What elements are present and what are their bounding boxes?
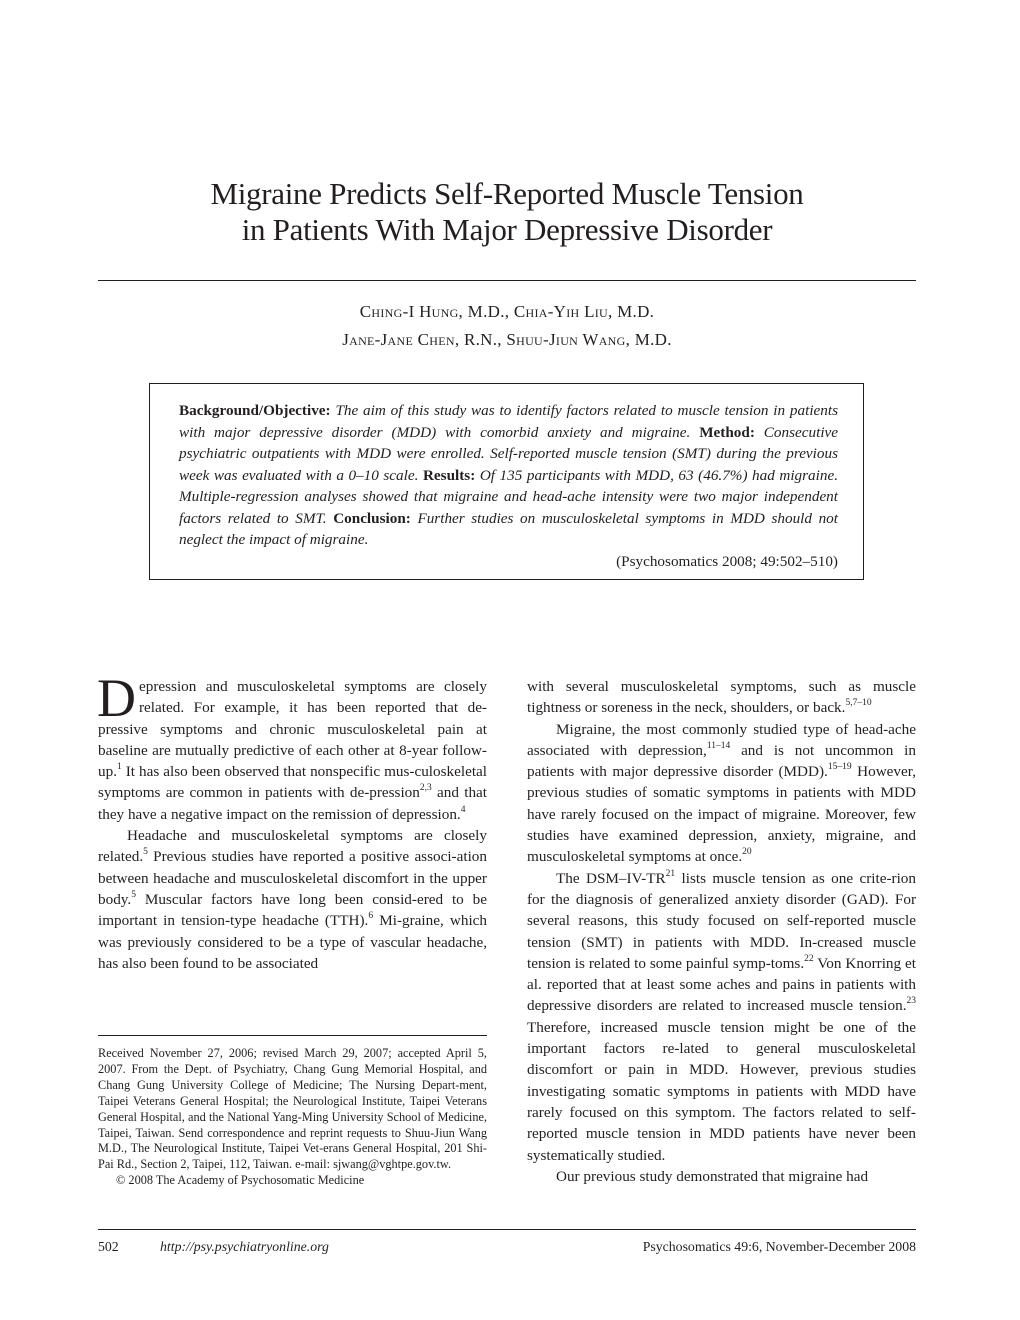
abstract-conclusion-label: Conclusion: [333,509,411,527]
authors-line-2: Jane-Jane Chen, R.N., Shuu-Jiun Wang, M.D. [342,330,672,349]
citation-ref: 23 [906,996,916,1007]
abstract-text [179,400,838,572]
citation-ref: 21 [665,868,676,879]
journal-issue: Psychosomatics 49:6, November-December 2008 [642,1239,916,1254]
citation-ref: 4 [460,804,466,815]
citation-ref: 1 [116,762,122,773]
footnote [98,1046,487,1189]
citation-ref: 6 [368,911,374,922]
citation-ref: 5 [131,889,136,900]
text-run: Von Knorring et al. reported that at least some aches and pains in patients with depressive disorders are related to increased muscle tension. [527,954,916,1015]
citation-ref: 11–14 [706,740,731,751]
article-title [98,176,916,248]
text-run: with several musculoskeletal symptoms, such as muscle tightness or soreness in the neck, shoulders, or back. [527,678,916,717]
abstract-box [149,383,864,580]
abstract-bg-text: The aim of this study was to identify factors related to muscle tension in patients with major depressive disorder (MDD) with comorbid anxiety and migraine. [179,402,838,441]
text-run: Muscular factors have long been consid-ered to be important in tension-type headache (TTH). [98,890,487,930]
citation-ref: 2,3 [419,783,432,794]
abstract-results-text: Of 135 participants with MDD, 63 (46.7%) had migraine. Multiple-regression analyses showed that migraine and head-ache intensity were two major independent factors related to SMT. [179,466,839,527]
text-run: and is not uncommon in patients with major depressive disorder (MDD). [527,741,916,781]
paragraph-previous-study: Our previous study demonstrated that migraine had [556,1167,869,1185]
text-run: It has also been observed that nonspecific mus-culoskeletal symptoms are common in patients with de-pression [98,763,487,802]
title-line-1: Migraine Predicts Self-Reported Muscle Tension [210,176,804,211]
journal-url-link[interactable]: http://psy.psychiatryonline.org [160,1239,329,1254]
paragraph-dsm [527,868,916,1166]
footer-divider [98,1229,916,1230]
footnote-copyright: © 2008 The Academy of Psychosomatic Medicine [116,1173,365,1188]
body-column-left [97,668,488,974]
drop-cap: D [97,668,136,728]
text-run: Headache and musculoskeletal symptoms are closely related. [98,827,487,866]
footnote-received: Received November 27, 2006; revised March 29, 2007; accepted April 5, 2007. From the Dept. of Psychiatry, Chang Gung Memorial Hospital, and Chang Gung University College of Medicine; The Nursing Depart-ment, Taipei Veterans General Hospital; the Neurological Institute, Taipei Veterans General Hospital, and the National Yang-Ming University School of Medicine, Taipei, Taiwan. Send correspondence and reprint requests to Shuu-Jiun Wang M.D., The Neurological Institute, Taipei Vet-erans General Hospital, 201 Shi-Pai Rd., Section 2, Taipei, 112, Taiwan. e-mail: sjwang@vghtpe.gov.tw. [98,1046,487,1172]
body-column-right [527,676,916,1187]
text-run: However, previous studies of somatic symptoms in patients with MDD have rarely focused on the impact of migraine. Moreover, few studies have examined depression, anxiety, migraine, and musculoskeletal symptoms at once. [527,763,916,866]
page-number: 502 [98,1239,119,1254]
paragraph-continued [527,676,916,719]
abstract-conclusion-text: Further studies on musculoskeletal symptoms in MDD should not neglect the impact of migraine. [179,509,838,548]
text-run: Therefore, increased muscle tension might be one of the important factors re-lated to general musculoskeletal discomfort or pain in MDD. However, previous studies investigating somatic symptoms in patients with MDD have rarely focused on this symptom. The factors related to self-reported muscle tension in MDD patients have never been systematically studied. [527,1018,916,1164]
authors-line-1: Ching-I Hung, M.D., Chia-Yih Liu, M.D. [359,302,655,321]
citation-ref: 5 [143,847,148,858]
title-divider [98,280,916,281]
text-run: epression and musculoskeletal symptoms are closely related. For example, it has been reported that de-pressive symptoms and chronic musculoskeletal pain at baseline are mutually predictive of each other at 8-year follow-up. [98,678,487,781]
abstract-citation: (Psychosomatics 2008; 49:502–510) [616,552,838,570]
citation-ref: 22 [804,953,814,964]
abstract-method-text: Consecutive psychiatric outpatients with MDD were enrolled. Self-reported muscle tension (SMT) during the previous week was evaluated with a 0–10 scale. [179,423,839,484]
text-run: and that they have a negative impact on the remission of depression. [98,784,488,823]
citation-ref: 15–19 [827,762,852,773]
abstract-bg-label: Background/Objective: [179,402,331,419]
text-run: Mi-graine, which was previously considered to be a type of vascular headache, has also been found to be associated [98,912,487,972]
text-run: Migraine, the most commonly studied type of head-ache associated with depression, [527,720,916,759]
abstract-method-label: Method: [699,423,755,441]
abstract-results-label: Results: [422,466,476,484]
citation-ref: 20 [742,847,752,858]
title-line-2: in Patients With Major Depressive Disorder [241,212,773,247]
text-run: Previous studies have reported a positive associ-ation between headache and musculoskeletal discomfort in the upper body. [98,848,487,908]
paragraph-migraine [527,719,916,868]
text-run: lists muscle tension as one crite-rion for the diagnosis of generalized anxiety disorder (GAD). For several reasons, this study focused on self-reported muscle tension (SMT) in patients with MDD. In-creased muscle tension is related to some painful symp-toms. [527,869,916,972]
paragraph-intro [97,668,488,825]
text-run: The DSM–IV-TR [556,869,666,887]
author-list [98,298,916,354]
citation-ref: 5,7–10 [845,698,872,709]
footnote-divider [98,1035,487,1036]
paragraph-headache [98,825,487,974]
